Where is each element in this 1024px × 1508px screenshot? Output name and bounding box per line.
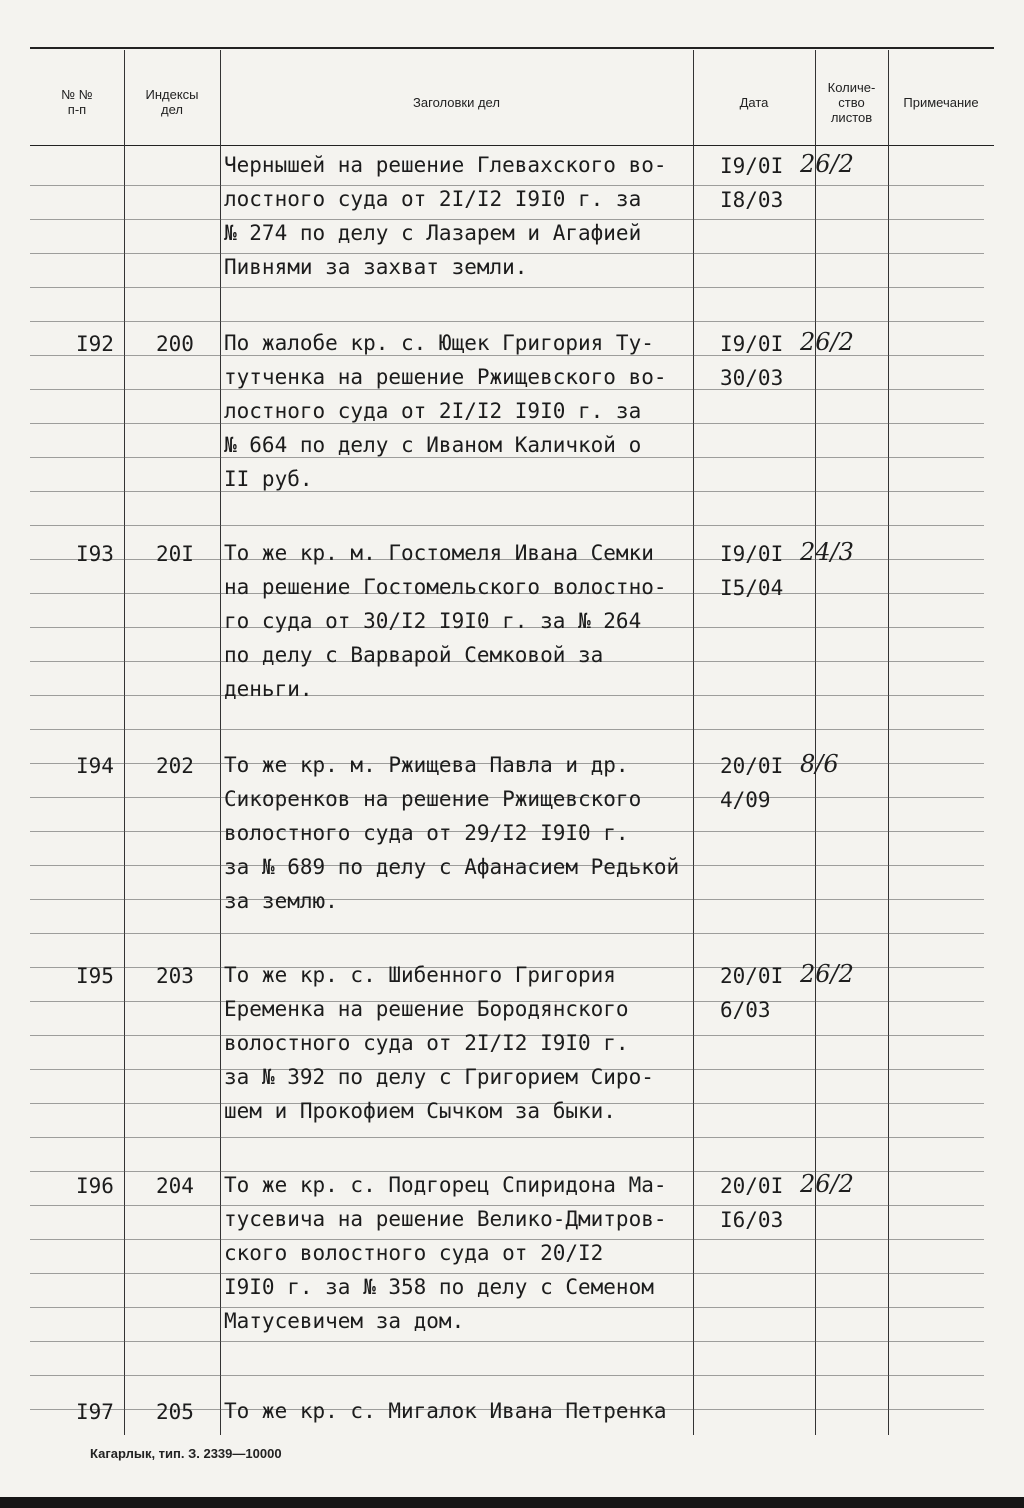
- entry-title-line: тусевича на решение Велико-Дмитров-: [224, 1207, 667, 1231]
- ruled-line: [30, 1375, 984, 1376]
- entry-sheet-count: 26/2: [800, 328, 854, 356]
- ruled-line: [30, 899, 984, 900]
- entry-index: 200: [156, 332, 194, 356]
- ruled-line: [30, 1307, 984, 1308]
- entry-title-line: № 274 по делу с Лазарем и Агафией: [224, 221, 642, 245]
- entry-title-line: за № 392 по делу с Григорием Сиро-: [224, 1065, 654, 1089]
- entry-index: 205: [156, 1400, 194, 1424]
- entry-title-line: по делу с Варварой Семковой за: [224, 643, 604, 667]
- col-divider-4: [815, 50, 816, 1435]
- entry-index: 20I: [156, 542, 194, 566]
- entry-title-line: за землю.: [224, 889, 338, 913]
- entry-number: I97: [76, 1400, 114, 1424]
- ruled-line: [30, 1137, 984, 1138]
- entry-title-line: Сикоренков на решение Ржищевского: [224, 787, 642, 811]
- entry-index: 203: [156, 964, 194, 988]
- entry-date-end: 6/03: [720, 998, 771, 1022]
- entry-date-start: I9/0I: [720, 332, 784, 356]
- entry-title-line: То же кр. м. Ржищева Павла и др.: [224, 753, 629, 777]
- entry-date-start: 20/0I: [720, 1174, 784, 1198]
- entry-number: I95: [76, 964, 114, 988]
- scan-edge-band: [0, 1497, 1024, 1508]
- ruled-line: [30, 933, 984, 934]
- entry-date-start: I9/0I: [720, 154, 784, 178]
- entry-title-line: шем и Прокофием Сычком за быки.: [224, 1099, 616, 1123]
- entry-sheet-count: 8/6: [800, 750, 839, 778]
- entry-title-line: тутченка на решение Ржищевского во-: [224, 365, 667, 389]
- header-col-index: Индексы дел: [145, 87, 199, 117]
- entry-index: 204: [156, 1174, 194, 1198]
- entry-title-line: II руб.: [224, 467, 313, 491]
- entry-number: I93: [76, 542, 114, 566]
- entry-title-line: за № 689 по делу с Афанасием Редькой: [224, 855, 680, 879]
- ruled-line: [30, 491, 984, 492]
- entry-date-start: 20/0I: [720, 754, 784, 778]
- entry-sheet-count: 26/2: [800, 1170, 854, 1198]
- entry-title-line: Матусевичем за дом.: [224, 1309, 465, 1333]
- ruled-line: [30, 695, 984, 696]
- entry-title-line: ского волостного суда от 20/I2: [224, 1241, 604, 1265]
- header-col-note: Примечание: [903, 94, 979, 110]
- entry-title-line: То же кр. с. Шибенного Григория: [224, 963, 616, 987]
- entry-title-line: То же кр. с. Мигалок Ивана Петренка: [224, 1399, 667, 1423]
- entry-date-end: I6/03: [720, 1208, 784, 1232]
- entry-date-end: 30/03: [720, 366, 784, 390]
- entry-date-end: I5/04: [720, 576, 784, 600]
- entry-title-line: Чернышей на решение Глевахского во-: [224, 153, 667, 177]
- ruled-line: [30, 525, 984, 526]
- entry-title-line: лостного суда от 2I/I2 I9I0 г. за: [224, 399, 642, 423]
- top-rule: [30, 47, 994, 49]
- entry-title-line: го суда от 30/I2 I9I0 г. за № 264: [224, 609, 642, 633]
- col-divider-3: [693, 50, 694, 1435]
- col-divider-2: [220, 50, 221, 1435]
- col-divider-5: [888, 50, 889, 1435]
- entry-title-line: волостного суда от 29/I2 I9I0 г.: [224, 821, 629, 845]
- header-col-no: № № п-п: [61, 87, 93, 117]
- entry-title-line: волостного суда от 2I/I2 I9I0 г.: [224, 1031, 629, 1055]
- entry-title-line: Пивнями за захват земли.: [224, 255, 528, 279]
- entry-title-line: на решение Гостомельского волостно-: [224, 575, 667, 599]
- entry-number: I96: [76, 1174, 114, 1198]
- entry-date-start: I9/0I: [720, 542, 784, 566]
- entry-title-line: Еременка на решение Бородянского: [224, 997, 629, 1021]
- entry-title-line: По жалобе кр. с. Ющек Григория Ту-: [224, 331, 654, 355]
- entry-date-start: 20/0I: [720, 964, 784, 988]
- col-divider-1: [124, 50, 125, 1435]
- ruled-line: [30, 729, 984, 730]
- entry-title-line: деньги.: [224, 677, 313, 701]
- entry-index: 202: [156, 754, 194, 778]
- entry-number: I92: [76, 332, 114, 356]
- ruled-line: [30, 1341, 984, 1342]
- entry-title-line: лостного суда от 2I/I2 I9I0 г. за: [224, 187, 642, 211]
- entry-sheet-count: 24/3: [800, 538, 854, 566]
- entry-number: I94: [76, 754, 114, 778]
- entry-title-line: № 664 по делу с Иваном Каличкой о: [224, 433, 642, 457]
- header-col-sheets: Количе- ство листов: [827, 79, 876, 125]
- printer-imprint: Кагарлык, тип. З. 2339—10000: [90, 1446, 282, 1461]
- entry-title-line: I9I0 г. за № 358 по делу с Семеном: [224, 1275, 654, 1299]
- ruled-line: [30, 287, 984, 288]
- entry-date-end: I8/03: [720, 188, 784, 212]
- entry-sheet-count: 26/2: [800, 150, 854, 178]
- entry-sheet-count: 26/2: [800, 960, 854, 988]
- entry-date-end: 4/09: [720, 788, 771, 812]
- entry-title-line: То же кр. м. Гостомеля Ивана Семки: [224, 541, 654, 565]
- ruled-line: [30, 321, 984, 322]
- header-col-date: Дата: [739, 94, 769, 110]
- header-col-title: Заголовки дел: [413, 94, 500, 110]
- entry-title-line: То же кр. с. Подгорец Спиридона Ма-: [224, 1173, 667, 1197]
